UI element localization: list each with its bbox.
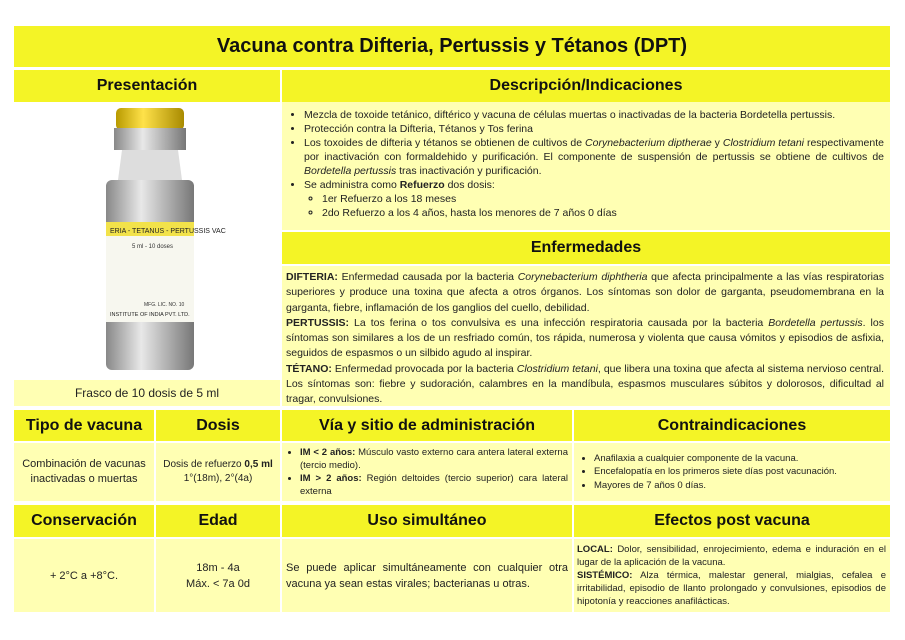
vial-label-text: ERIA - TETANUS - PERTUSSIS VAC (110, 228, 226, 235)
efectos-cell: LOCAL: Dolor, sensibilidad, enrojecimiento, edema e induración en el lugar de la aplicación de la vacuna. SISTÉMICO: Alza térmica, malestar general, mialgias, cefalea e irritabilidad, episodio de llanto prolongado y convulsiones, episodios de hipotonía y reacciones anafilácticas. (574, 539, 890, 612)
contra-item: • Encefalopatía en los primeros siete días post vacunación. (594, 465, 837, 479)
edad-cell: 18m - 4a Máx. < 7a 0d (156, 539, 280, 612)
dosis-cell: Dosis de refuerzo 0,5 ml 1°(18m), 2°(4a) (156, 443, 280, 501)
refuerzo-item: ◦ 1er Refuerzo a los 18 meses (322, 192, 884, 206)
uso-header: Uso simultáneo (282, 505, 572, 537)
descripcion-item: • Mezcla de toxoide tetánico, diftérico y vacuna de células muertas o inactivadas de la bacteria Bordetella pertussis. (304, 108, 884, 122)
presentacion-header: Presentación (14, 70, 280, 102)
conservacion-cell: + 2°C a +8°C. (14, 539, 154, 612)
descripcion-item: • Los toxoides de difteria y tétanos se obtienen de cultivos de Corynebacterium diptherae y Clostridium tetani respectivamente por inactivación con formaldehido y purificación. El componente de suspensión de pertussis se obtiene de cultivos de Bordetella pertussis tras inactivación y purificación. (304, 136, 884, 178)
descripcion-item: • Se administra como Refuerzo dos dosis: ◦ 1er Refuerzo a los 18 meses ◦ 2do Refuerzo a los 4 años, hasta los menores de 7 años 0 días (304, 178, 884, 220)
contra-item: • Mayores de 7 años 0 días. (594, 479, 837, 493)
via-cell (282, 443, 572, 501)
refuerzo-item: ◦ 2do Refuerzo a los 4 años, hasta los menores de 7 años 0 días (322, 206, 884, 220)
descripcion-item: • Protección contra la Difteria, Tétanos y Tos ferina (304, 122, 884, 136)
page-title: Vacuna contra Difteria, Pertussis y Tétanos (DPT) (14, 26, 890, 67)
descripcion-body (282, 102, 890, 230)
tipo-cell: Combinación de vacunas inactivadas o muertas (14, 443, 154, 501)
contra-header: Contraindicaciones (574, 410, 890, 441)
uso-cell: Se puede aplicar simultáneamente con cualquier otra vacuna ya sean estas virales; bacterianas u otras. (282, 539, 572, 612)
efectos-header: Efectos post vacuna (574, 505, 890, 537)
via-header: Vía y sitio de administración (282, 410, 572, 441)
contra-item: • Anafilaxia a cualquier componente de la vacuna. (594, 452, 837, 466)
via-item: • IM > 2 años: Región deltoides (tercio superior) cara lateral externa (300, 472, 568, 498)
enfermedades-header: Enfermedades (282, 232, 890, 264)
edad-header: Edad (156, 505, 280, 537)
svg-text:MFG. LIC. NO. 10: MFG. LIC. NO. 10 (144, 302, 185, 308)
svg-text:INSTITUTE OF INDIA PVT. LTD.: INSTITUTE OF INDIA PVT. LTD. (110, 312, 190, 318)
pertussis-text: PERTUSSIS: La tos ferina o tos convulsiva es una infección respiratoria causada por la bacteria Bordetella pertussis. los síntomas son similares a los de un resfriado común, tos rápida, numerosa y violenta que causa vómitos y episodios de asfixia, seguidos de espasmos o un silbido agudo al inspirar. (286, 316, 884, 360)
svg-text:5 ml - 10 doses: 5 ml - 10 doses (132, 244, 174, 250)
presentacion-caption: Frasco de 10 dosis de 5 ml (14, 380, 280, 406)
dosis-header: Dosis (156, 410, 280, 441)
difteria-text: DIFTERIA: Enfermedad causada por la bacteria Corynebacterium diphtheria que afecta principalmente a las vías respiratorias superiores y produce una toxina que afecta a otros órganos. Los síntomas son dolor de garganta, pseudomembrana en la garganta, fiebre, inflamación de los ganglios del cuello, debilidad. (286, 271, 885, 314)
tetano-text: TÉTANO: Enfermedad provocada por la bacteria Clostridium tetani, que libera una toxina que afecta al sistema nervioso central. Los síntomas son: fiebre y sudoración, calambres en la mandíbula, espasmos musculares súbitos y dolorosos, dificultad al tragar, convulsiones. (286, 362, 884, 406)
descripcion-header: Descripción/Indicaciones (282, 70, 890, 102)
contra-cell (574, 443, 890, 501)
tipo-header: Tipo de vacuna (14, 410, 154, 441)
conservacion-header: Conservación (14, 505, 154, 537)
via-item: • IM < 2 años: Músculo vasto externo cara antera lateral externa (tercio medio). (300, 446, 568, 472)
enfermedades-body (282, 266, 890, 406)
vial-image (14, 102, 280, 380)
